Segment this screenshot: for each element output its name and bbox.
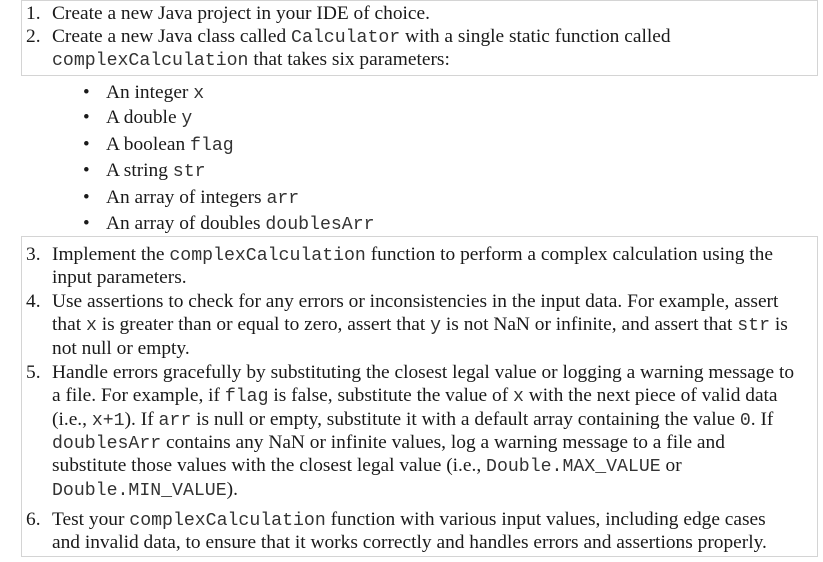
body-text: Handle errors gracefully by substituting the closest legal value or logging a warning message to bbox=[52, 362, 795, 383]
code-text: x bbox=[193, 84, 205, 104]
parameter-item bbox=[106, 106, 192, 131]
item-number: 5. bbox=[26, 362, 41, 383]
body-text: A string bbox=[106, 160, 173, 181]
item-text bbox=[52, 25, 671, 50]
body-text: An integer bbox=[106, 82, 194, 103]
body-text: Use assertions to check for any errors or inconsistencies in the input data. For example, assert bbox=[52, 291, 779, 312]
parameter-item bbox=[106, 81, 204, 106]
body-text: not null or empty. bbox=[52, 337, 190, 359]
item-text bbox=[52, 2, 430, 26]
body-text: . If bbox=[750, 408, 774, 430]
item-number: 4. bbox=[26, 291, 41, 312]
bullet-icon: • bbox=[83, 82, 90, 103]
body-text: A boolean bbox=[106, 134, 191, 155]
item-text bbox=[52, 361, 794, 385]
body-text: An array of integers bbox=[106, 187, 267, 208]
body-text: or bbox=[660, 455, 682, 477]
code-text: flag bbox=[190, 136, 234, 156]
body-text: with a single static function called bbox=[400, 26, 671, 47]
body-text: substitute those values with the closest legal value (i.e., bbox=[52, 455, 487, 477]
body-text: Test your bbox=[52, 509, 130, 530]
code-text: Double.MAX_VALUE bbox=[486, 457, 661, 478]
body-text: with the next piece of valid data bbox=[523, 385, 778, 407]
body-text: contains any NaN or infinite values, log a warning message to a file and bbox=[161, 431, 725, 453]
body-text: An array of doubles bbox=[106, 213, 266, 234]
body-text: input parameters. bbox=[52, 267, 187, 289]
code-text: 0 bbox=[739, 410, 751, 431]
body-text: that bbox=[52, 314, 86, 336]
item-number: 1. bbox=[26, 3, 41, 24]
code-text: doublesArr bbox=[265, 215, 375, 235]
code-text: x+1 bbox=[91, 410, 125, 431]
code-text: y bbox=[181, 109, 193, 129]
parameter-item bbox=[106, 159, 206, 184]
body-text: function with various input values, including edge cases bbox=[325, 509, 766, 530]
code-text: Calculator bbox=[291, 28, 401, 48]
code-text: str bbox=[172, 162, 206, 182]
code-text: doublesArr bbox=[52, 433, 162, 454]
parameter-item bbox=[106, 133, 234, 158]
bullet-icon: • bbox=[83, 187, 90, 208]
item-text bbox=[52, 408, 773, 433]
code-text: x bbox=[513, 387, 524, 408]
item-number: 2. bbox=[26, 26, 41, 47]
item-text bbox=[52, 531, 767, 555]
bullet-icon: • bbox=[83, 107, 90, 128]
code-text: x bbox=[85, 316, 97, 337]
item-text bbox=[52, 313, 788, 338]
body-text: is not NaN or infinite, and assert that bbox=[441, 314, 738, 336]
code-text: complexCalculation bbox=[129, 511, 326, 531]
body-text: and invalid data, to ensure that it works correctly and handles errors and assertions properly. bbox=[52, 532, 767, 554]
item-text bbox=[52, 508, 766, 533]
code-text: arr bbox=[158, 410, 192, 431]
body-text: is false, substitute the value of bbox=[268, 385, 514, 407]
parameter-item bbox=[106, 212, 375, 237]
item-number: 3. bbox=[26, 244, 41, 265]
code-text: complexCalculation bbox=[52, 51, 249, 72]
code-text: Double.MIN_VALUE bbox=[52, 480, 227, 501]
code-text: arr bbox=[266, 189, 300, 209]
item-text bbox=[52, 48, 450, 73]
item-text bbox=[52, 266, 187, 290]
code-text: flag bbox=[224, 387, 269, 408]
item-text bbox=[52, 290, 778, 314]
item-text bbox=[52, 243, 773, 268]
body-text: Create a new Java class called bbox=[52, 26, 292, 47]
body-text: function to perform a complex calculation using the bbox=[365, 244, 773, 265]
code-text: y bbox=[430, 316, 442, 337]
body-text: a file. For example, if bbox=[52, 385, 225, 407]
bullet-icon: • bbox=[83, 213, 90, 234]
body-text: is greater than or equal to zero, assert that bbox=[96, 314, 431, 336]
parameter-item bbox=[106, 186, 299, 211]
bullet-icon: • bbox=[83, 160, 90, 181]
bullet-icon: • bbox=[83, 134, 90, 155]
item-text bbox=[52, 384, 778, 409]
body-text: A double bbox=[106, 107, 182, 128]
body-text: Create a new Java project in your IDE of choice. bbox=[52, 3, 430, 24]
item-text bbox=[52, 478, 238, 503]
item-text bbox=[52, 337, 190, 361]
body-text: ). bbox=[226, 478, 238, 500]
item-text bbox=[52, 431, 725, 456]
body-text: Implement the bbox=[52, 244, 170, 265]
item-text bbox=[52, 454, 682, 479]
body-text: ). If bbox=[124, 408, 159, 430]
item-number: 6. bbox=[26, 509, 41, 530]
body-text: that takes six parameters: bbox=[248, 49, 450, 71]
code-text: str bbox=[737, 316, 770, 337]
body-text: is null or empty, substitute it with a default array containing the value bbox=[191, 408, 740, 430]
code-text: complexCalculation bbox=[169, 246, 366, 266]
body-text: is bbox=[770, 314, 788, 336]
body-text: (i.e., bbox=[52, 408, 92, 430]
